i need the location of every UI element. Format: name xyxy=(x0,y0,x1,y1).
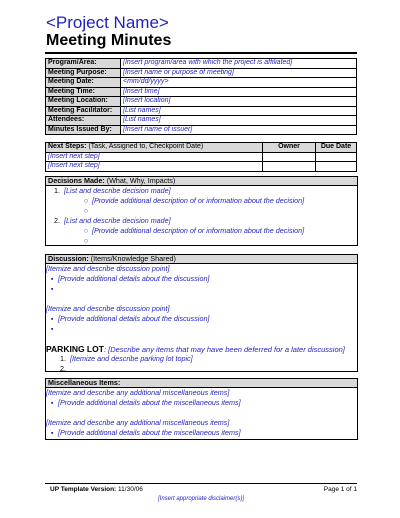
footer-rule xyxy=(45,483,357,484)
list-item xyxy=(46,226,357,236)
due-date-cell[interactable] xyxy=(316,152,357,162)
parking-lot-text[interactable]: : [Describe any items that may have been deferred for a later discussion] xyxy=(103,345,345,354)
list-item xyxy=(46,314,357,324)
circle-bullet-icon: ○ xyxy=(83,196,89,205)
info-label: Meeting Facilitator: xyxy=(46,106,121,116)
owner-cell[interactable] xyxy=(263,162,316,172)
circle-bullet-icon: ○ xyxy=(83,226,89,235)
list-item xyxy=(46,364,357,374)
misc-item[interactable]: [Itemize and describe any additional miscellaneous items] xyxy=(46,418,230,427)
list-item xyxy=(46,284,357,294)
info-value[interactable]: [Insert location] xyxy=(121,97,357,107)
list-item xyxy=(46,186,357,196)
project-name: <Project Name> xyxy=(46,13,169,32)
info-value[interactable]: [Insert time] xyxy=(121,87,357,97)
info-label: Meeting Purpose: xyxy=(46,68,121,78)
page-number: Page 1 of 1 xyxy=(323,486,357,493)
table-row xyxy=(46,152,357,162)
disclaimer[interactable]: [Insert appropriate disclaimer(s)] xyxy=(157,496,245,502)
parking-lot-label: PARKING LOT xyxy=(46,344,104,354)
info-label: Program/Area: xyxy=(46,59,121,69)
parking-item-text[interactable]: [Itemize and describe parking lot topic] xyxy=(70,354,193,363)
spacer xyxy=(46,294,357,304)
page-title: Meeting Minutes xyxy=(46,32,172,49)
discussion-subheading: (Items/Knowledge Shared) xyxy=(90,254,176,263)
parking-number: 1. xyxy=(60,354,66,363)
next-steps-heading: Next Steps: xyxy=(48,143,87,150)
info-label: Attendees: xyxy=(46,116,121,126)
square-bullet-icon: ▪ xyxy=(50,398,54,407)
owner-cell[interactable] xyxy=(263,152,316,162)
list-item xyxy=(46,206,357,216)
list-item xyxy=(46,428,357,438)
due-date-cell[interactable] xyxy=(316,162,357,172)
misc-header xyxy=(46,379,357,388)
table-row xyxy=(46,87,357,97)
spacer xyxy=(46,334,357,344)
info-value[interactable]: [Insert program/area with which the project is affiliated] xyxy=(121,59,357,69)
next-step-cell[interactable]: [Insert next step] xyxy=(46,152,263,162)
misc-detail[interactable]: [Provide additional details about the miscellaneous items] xyxy=(58,428,241,437)
list-item xyxy=(46,324,357,334)
square-bullet-icon: ▪ xyxy=(50,274,54,283)
table-row xyxy=(46,78,357,88)
info-label: Minutes Issued By: xyxy=(46,125,121,135)
decisions-subheading: (What, Why, Impacts) xyxy=(106,176,176,185)
spacer xyxy=(46,408,357,418)
info-value[interactable]: <mm/dd/yyyy> xyxy=(121,78,357,88)
list-item xyxy=(46,398,357,408)
next-step-cell[interactable]: [Insert next step] xyxy=(46,162,263,172)
discussion-section xyxy=(45,254,358,372)
discussion-detail[interactable]: [Provide additional details about the discussion] xyxy=(58,274,210,283)
decision-number: 1. xyxy=(54,186,60,195)
discussion-point[interactable]: [Itemize and describe discussion point] xyxy=(46,304,170,313)
next-steps-table xyxy=(45,142,357,172)
decision-text[interactable]: [List and describe decision made] xyxy=(64,216,171,225)
info-label: Meeting Time: xyxy=(46,87,121,97)
discussion-detail[interactable]: [Provide additional details about the discussion] xyxy=(58,314,210,323)
table-row xyxy=(46,116,357,126)
circle-bullet-icon: ○ xyxy=(83,206,89,215)
square-bullet-icon: ▪ xyxy=(50,314,54,323)
info-value[interactable]: [Insert name of issuer] xyxy=(121,125,357,135)
next-steps-header xyxy=(46,143,263,153)
info-value[interactable]: [Insert name or purpose of meeting] xyxy=(121,68,357,78)
parking-lot xyxy=(46,344,357,354)
table-row xyxy=(46,59,357,69)
square-bullet-icon: ▪ xyxy=(50,284,54,293)
square-bullet-icon: ▪ xyxy=(50,324,54,333)
parking-number: 2. xyxy=(60,364,66,373)
misc-detail[interactable]: [Provide additional details about the miscellaneous items] xyxy=(58,398,241,407)
info-value[interactable]: [List names] xyxy=(121,116,357,126)
info-label: Meeting Date: xyxy=(46,78,121,88)
misc-section xyxy=(45,378,358,440)
decisions-header xyxy=(46,177,357,186)
version-value: 11/30/06 xyxy=(118,486,143,493)
decision-text[interactable]: [List and describe decision made] xyxy=(64,186,171,195)
next-steps-subheading: (Task, Assigned to, Checkpoint Date) xyxy=(88,143,204,150)
discussion-heading: Discussion: xyxy=(48,254,89,263)
discussion-header xyxy=(46,255,357,264)
list-item xyxy=(46,354,357,364)
meeting-info-table xyxy=(45,58,357,135)
square-bullet-icon: ▪ xyxy=(50,428,54,437)
table-row xyxy=(46,68,357,78)
table-row xyxy=(46,106,357,116)
list-item xyxy=(46,236,357,246)
list-item xyxy=(46,216,357,226)
list-item xyxy=(46,274,357,284)
template-version xyxy=(50,486,143,493)
decisions-heading: Decisions Made: xyxy=(48,176,105,185)
list-item xyxy=(46,196,357,206)
table-header-row xyxy=(46,143,357,153)
info-label: Meeting Location: xyxy=(46,97,121,107)
discussion-point[interactable]: [Itemize and describe discussion point] xyxy=(46,264,170,273)
misc-item[interactable]: [Itemize and describe any additional miscellaneous items] xyxy=(46,388,230,397)
decision-detail[interactable]: [Provide additional description of or information about the decision] xyxy=(92,196,305,205)
decision-number: 2. xyxy=(54,216,60,225)
misc-heading: Miscellaneous Items: xyxy=(48,378,121,387)
decisions-section xyxy=(45,176,358,246)
table-row xyxy=(46,97,357,107)
decision-detail[interactable]: [Provide additional description of or information about the decision] xyxy=(92,226,305,235)
due-date-header: Due Date xyxy=(316,143,357,153)
title-rule xyxy=(45,52,357,54)
table-row xyxy=(46,162,357,172)
table-row xyxy=(46,125,357,135)
version-label: UP Template Version: xyxy=(50,486,117,493)
owner-header: Owner xyxy=(263,143,316,153)
info-value[interactable]: [List names] xyxy=(121,106,357,116)
circle-bullet-icon: ○ xyxy=(83,236,89,245)
